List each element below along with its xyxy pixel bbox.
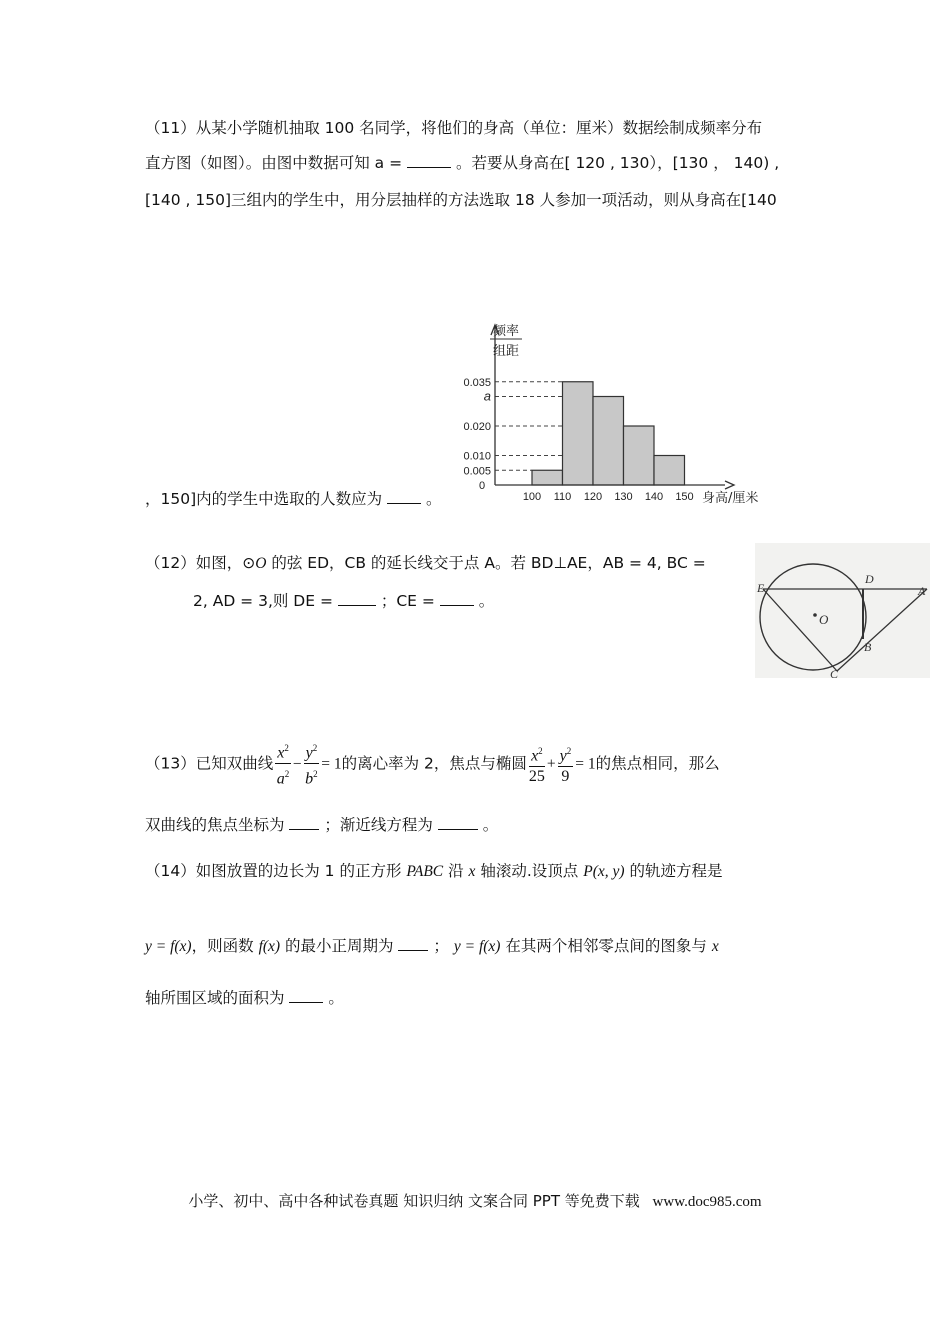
y-tick-label: 0.020 [463,421,491,433]
equals-one-2: = 1 [575,755,596,773]
q12-line-2-end: 。 [478,592,495,610]
function-eq-2: y = f(x) [453,938,501,955]
answer-blank-foci[interactable] [289,814,319,830]
q13-line-2-text-b: ；渐近线方程为 [324,816,433,834]
f4-num-exp: 2 [566,745,572,756]
q12-line-1-text-a: （12）如图， [145,554,243,572]
q12-line-2-text-b: ；CE = [380,592,435,610]
origin-label: 0 [479,480,486,492]
q11-line-4-text: ，150]内的学生中选取的人数应为 [145,490,383,508]
q11-line-2-text-a: 直方图（如图）。由图中数据可知 a = [145,154,403,172]
x-tick-label: 140 [644,491,664,503]
x-tick-label: 130 [614,491,633,503]
circle-center-label: O [255,555,267,572]
q13-line-1 [145,738,810,788]
x-axis-var-2: x [711,938,719,955]
histogram-bar [654,456,685,486]
q13-prefix: （13）已知双曲线 [145,754,274,773]
minus-sign: − [292,755,302,773]
q14-line-3-text: 轴所围区域的面积为 [145,989,285,1007]
q11-line-2 [145,152,810,174]
circle-symbol: ⊙ [242,554,256,572]
f2-num-exp: 2 [312,743,318,753]
fraction-y2-b2 [304,738,320,790]
y-tick-label: 0.005 [463,465,491,478]
x-tick-label: 100 [522,491,542,503]
fraction-x2-a2 [275,738,291,790]
square-name: PABC [406,863,444,880]
q11-line-4-end: 。 [426,490,442,508]
f1-num: x [277,744,285,762]
q14-line-1 [145,860,810,883]
center-dot [813,613,817,617]
fraction-y2-9 [558,741,574,787]
point-p: P(x, y) [583,863,625,880]
f1-den: a [276,770,285,788]
x-tick-label: 120 [583,491,603,503]
label-c: C [830,667,839,678]
label-b: B [864,640,872,654]
f4-num: y [559,746,567,764]
f3-num-exp: 2 [538,745,543,756]
f2-den-exp: 2 [313,769,318,780]
q14-line-1-text-c: 轴滚动.设顶点 [480,862,579,880]
equals-one-1: = 1 [321,755,342,773]
function-eq-1: y = f(x) [145,938,192,955]
circle-geometry-figure [755,543,930,678]
q12-line-1-text-b: 的弦 ED，CB 的延长线交于点 A。若 BD⊥AE，AB = 4, BC = [271,554,706,572]
x-axis-label: 身高/厘米 [702,491,759,506]
histogram-bar [563,382,594,485]
q11-line-2-text-b: 。若要从身高在[ 120 , 130），[130 ， 140) , [455,154,780,172]
f4-den: 9 [561,767,570,785]
y-tick-label: 0.035 [463,376,491,389]
q11-line-3: [140 , 150]三组内的学生中，用分层抽样的方法选取 18 人参加一项活动，则从身高在[140 [145,191,777,209]
x-tick-label: 110 [553,491,572,503]
answer-blank-a[interactable] [407,152,451,168]
q14-line-2-text-d: 在其两个相邻零点间的图象与 [505,937,707,955]
y-tick-label: 0.010 [463,450,491,463]
q14-line-2-text-c: ； [433,937,449,955]
q14-line-1-text-b: 沿 [448,862,464,880]
label-a: A [918,584,926,598]
histogram-bar [624,426,655,485]
x-tick-label: 150 [675,491,694,503]
frequency-histogram [440,315,780,515]
f3-den: 25 [528,767,545,785]
q13-mid: 的离心率为 2，焦点与椭圆 [341,754,527,773]
label-o: O [819,612,829,627]
f1-num-exp: 2 [284,743,289,753]
q11-line-4 [145,488,810,510]
label-d: D [865,572,874,586]
answer-blank-count[interactable] [387,488,421,504]
answer-blank-de[interactable] [338,590,376,606]
q14-line-2-text-b: 的最小正周期为 [285,937,394,955]
q14-line-2 [145,935,810,958]
q14-line-3-end: 。 [328,989,344,1007]
answer-blank-period[interactable] [398,935,428,951]
q13-line-2 [145,814,810,836]
q14-line-2-text-a: ，则函数 [191,937,254,955]
plus-sign: + [546,755,556,773]
f2-den: b [305,770,314,788]
x-axis-var: x [468,863,476,880]
f2-num: y [305,744,313,762]
function-f: f(x) [258,938,281,955]
label-e: E [757,581,765,595]
q11-line-1: （11）从某小学随机抽取 100 名同学，将他们的身高（单位：厘米）数据绘制成频率分布 [145,119,763,137]
answer-blank-area[interactable] [289,987,323,1003]
footer-text: 小学、初中、高中各种试卷真题 知识归纳 文案合同 PPT 等免费下载 [188,1192,640,1210]
f1-den-exp: 2 [284,769,290,780]
histogram-bar [593,397,624,486]
q14-line-3 [145,987,810,1009]
q14-line-1-text-a: （14）如图放置的边长为 1 的正方形 [145,862,402,880]
answer-blank-ce[interactable] [440,590,474,606]
f3-num: x [531,746,539,764]
footer-url[interactable]: www.doc985.com [652,1194,762,1210]
page-footer [0,1190,950,1213]
y-axis-label-top: 频率 [492,324,520,339]
q13-line-2-end: 。 [482,816,499,834]
q13-line-2-text-a: 双曲线的焦点坐标为 [145,816,285,834]
q12-line-1 [145,552,810,575]
histogram-bar [532,470,563,485]
q14-line-1-text-d: 的轨迹方程是 [629,862,723,880]
q12-line-2-text-a: 2, AD = 3,则 DE = [193,592,333,610]
fraction-x2-25 [529,741,545,787]
answer-blank-asymptote[interactable] [438,814,478,830]
y-tick-label: a [483,388,491,404]
q13-suffix: 的焦点相同，那么 [595,754,720,773]
y-axis-label-bottom: 组距 [492,344,520,359]
